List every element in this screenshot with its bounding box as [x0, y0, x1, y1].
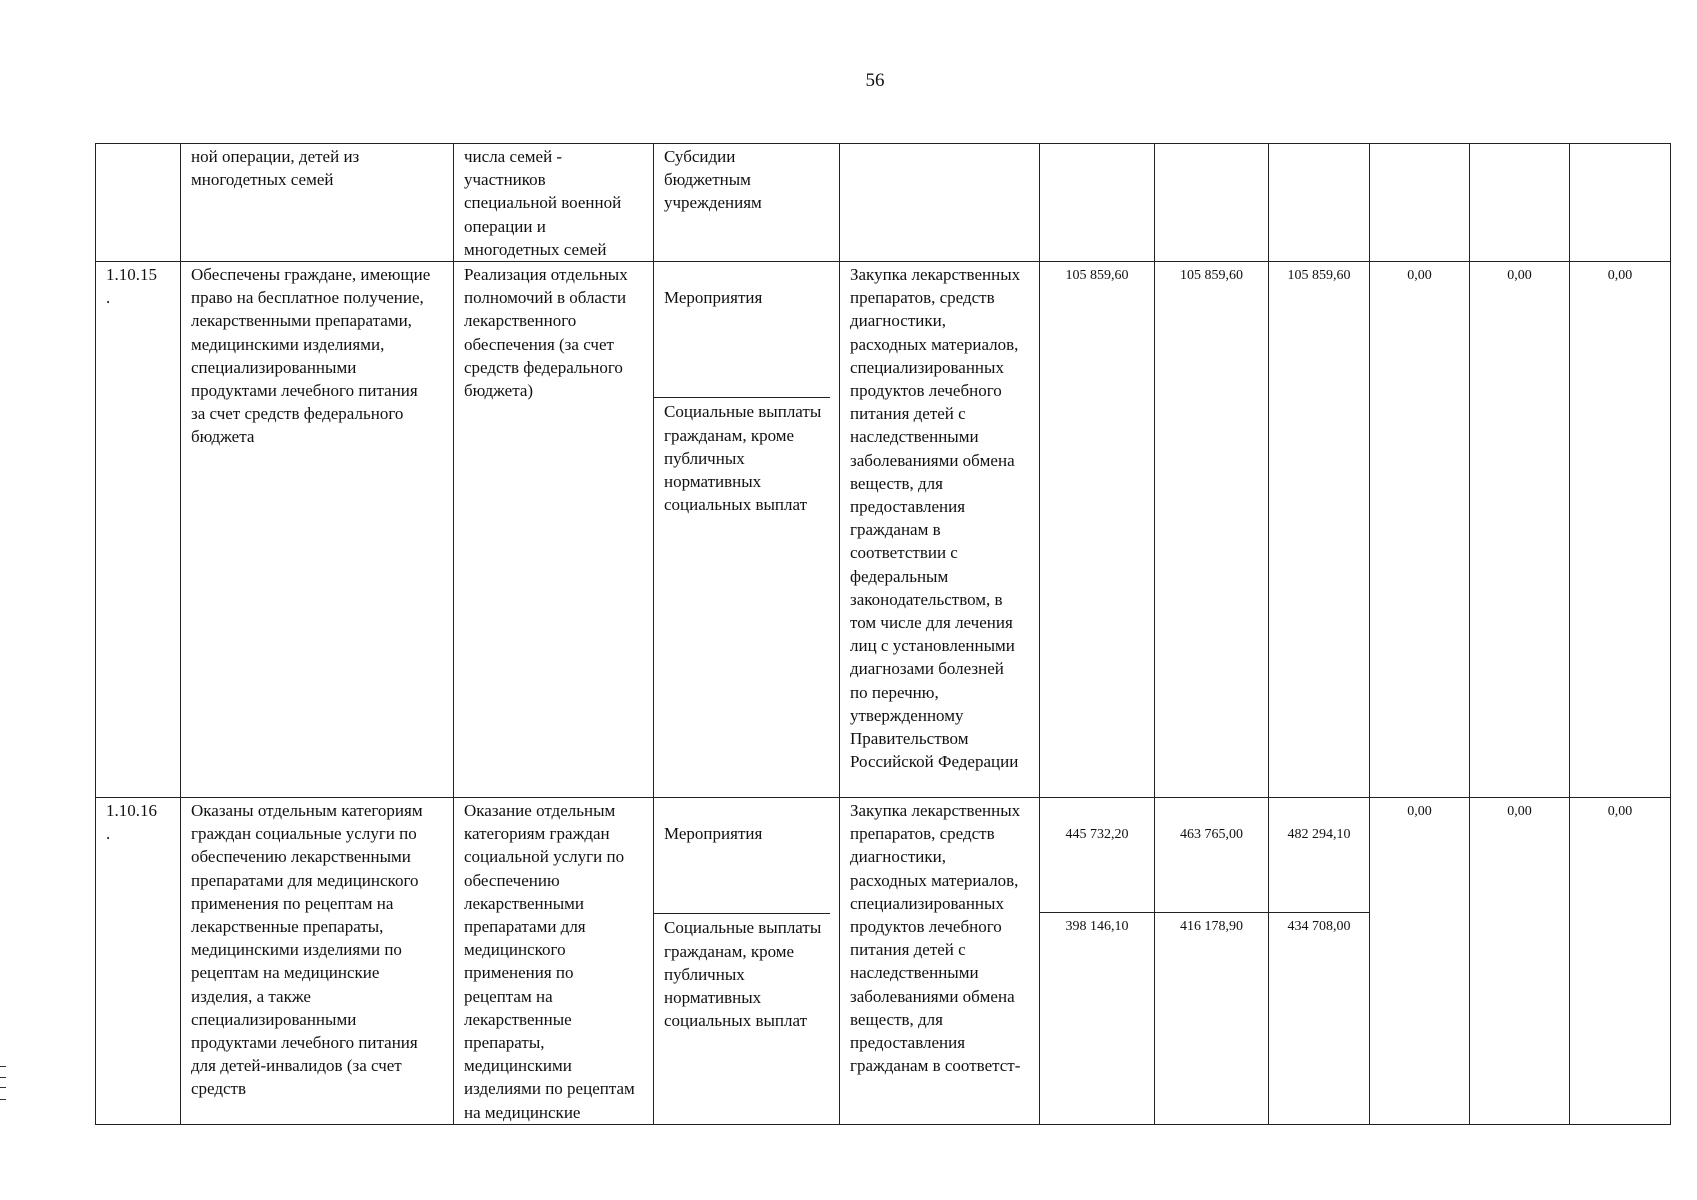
index-cell — [96, 144, 181, 262]
value-cell: 463 765,00 416 178,90 — [1155, 798, 1269, 1125]
value-cell — [1155, 144, 1269, 262]
value-cell: 0,00 — [1470, 798, 1570, 1125]
expense-kind-secondary: Социальные выплаты гражданам, кроме публичных нормативных социальных выплат — [654, 397, 830, 516]
value-cell: 0,00 — [1570, 798, 1671, 1125]
value-cell: 0,00 — [1570, 262, 1671, 798]
purpose-cell: Закупка лекарственных препаратов, средств диагностики, расходных материалов, специализированных продуктов лечебного питания детей с наследственными заболеваниями обмена веществ, для предоставления гражданам в соответствии с федеральным законодательством, в том числе для лечения лиц с установленными диагнозами болезней по перечню, утвержденному Правительством Российской Федерации — [840, 262, 1040, 798]
event-cell: Реализация отдельных полномочий в области лекарственного обеспечения (за счет средств федерального бюджета) — [454, 262, 654, 798]
event-cell: Оказание отдельным категориям граждан социальной услуги по обеспечению лекарственными препаратами для медицинского применения по рецептам на лекарственные препараты, медицинскими изделиями по рецептам на медицинские — [454, 798, 654, 1125]
value-cell: 105 859,60 — [1040, 262, 1155, 798]
value-cell — [1370, 144, 1470, 262]
value-cell: 0,00 — [1370, 798, 1470, 1125]
expense-kind-secondary: Социальные выплаты гражданам, кроме публичных нормативных социальных выплат — [654, 913, 830, 1032]
page-number: 56 — [865, 70, 885, 91]
value-cell — [1570, 144, 1671, 262]
value-cell: 0,00 — [1470, 262, 1570, 798]
purpose-cell: Закупка лекарственных препаратов, средств диагностики, расходных материалов, специализированных продуктов лечебного питания детей с наследственными заболеваниями обмена веществ, для предоставления гражданам в соответст- — [840, 798, 1040, 1125]
value-cell: 482 294,10 434 708,00 — [1269, 798, 1370, 1125]
expense-kind-primary: Мероприятия — [664, 824, 763, 844]
value-cell: 105 859,60 — [1155, 262, 1269, 798]
value-cell: 0,00 — [1370, 262, 1470, 798]
expense-kind-primary: Мероприятия — [664, 288, 763, 308]
table-row — [96, 144, 1671, 262]
event-cell: числа семей - участников специальной военной операции и многодетных семей — [454, 144, 654, 262]
binding-margin-mark — [0, 1066, 6, 1100]
result-cell: Оказаны отдельным категориям граждан социальные услуги по обеспечению лекарственными препаратами для медицинского применения по рецептам на лекарственные препараты, медицинскими изделиями по рецептам на медицинские изделия, а также специализированными продуктами лечебного питания для детей-инвалидов (за счет средств — [181, 798, 454, 1125]
value-cell: 445 732,20 398 146,10 — [1040, 798, 1155, 1125]
index-cell: 1.10.15 . — [96, 262, 181, 798]
value-cell — [1470, 144, 1570, 262]
table-row — [96, 262, 1671, 798]
value-cell — [1269, 144, 1370, 262]
program-table — [95, 143, 1671, 1125]
index-cell: 1.10.16 . — [96, 798, 181, 1125]
value-cell: 105 859,60 — [1269, 262, 1370, 798]
expense-kind-cell: Субсидии бюджетным учреждениям — [654, 144, 840, 262]
result-cell: ной операции, детей из многодетных семей — [181, 144, 454, 262]
value-cell — [1040, 144, 1155, 262]
result-cell: Обеспечены граждане, имеющие право на бесплатное получение, лекарственными препаратами, медицинскими изделиями, специализированными продуктами лечебного питания за счет средств федерального бюджета — [181, 262, 454, 798]
expense-kind-cell — [654, 798, 840, 1125]
table-row — [96, 798, 1671, 1125]
expense-kind-cell — [654, 262, 840, 798]
purpose-cell — [840, 144, 1040, 262]
